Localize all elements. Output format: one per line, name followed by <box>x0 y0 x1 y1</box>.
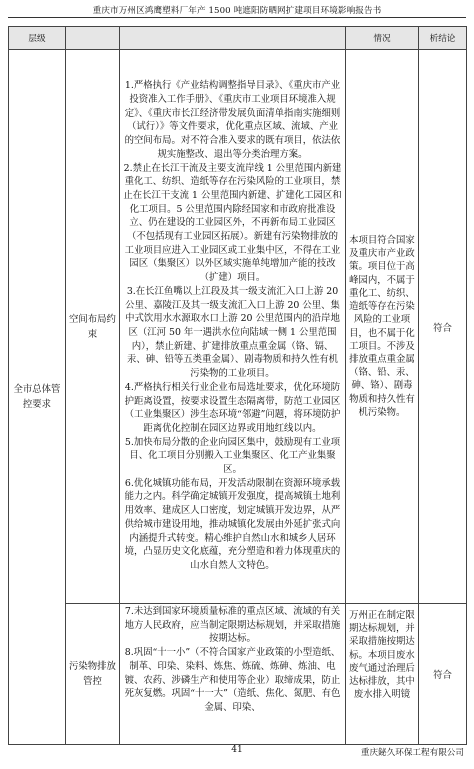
table-header-row <box>9 27 467 50</box>
requirement-item: 6.优化城镇功能布局，开发活动限制在资源环境承载能力之内。科学确定城镇开发强度，提高城镇土地利用效率、建成区人口密度，划定城镇开发边界，从严供给城市建设用地，推动城镇化发展由外延扩张式向内涵提升式转变。精心维护自然山水和城乡人居环境，凸显历史文化底蕴，充分塑造和着力体现重庆的山水自然人文特色。 <box>124 477 341 571</box>
status-cell: 万州正在制定限期达标规划，并采取措施按期达标。本项目废水废气通过治理后达标排放，其中废水排入明镜 <box>346 604 419 745</box>
table-row <box>9 50 467 604</box>
page-number: 41 <box>231 745 243 755</box>
requirement-item: 8.巩固“十一小”（不符合国家产业政策的小型造纸、制革、印染、染料、炼焦、炼硫、炼砷、炼油、电镀、农药、涉磷生产和使用等企业）取缔成果，防止死灰复燃。巩固“十一大”（造纸、焦化、氮肥、有色金属、印染、 <box>124 647 341 713</box>
requirement-item: 2.禁止在长江干流及主要支流岸线 1 公里范围内新建重化工、纺织、造纸等存在污染风险的工业项目，禁止在长江干支流 1 公里范围内新建、扩建化工园区和化工项目。5 公里范围内除经国家和市政府批准设立、仍在建设的工业园区外，不再新布局工业园区（不包括现有工业园区拓展）。新建有污染物排放的工业项目应进入工业园区或工业集中区，不得在工业园区（集聚区）以外区域实施单纯增加产能的技改（扩建）项目。 <box>123 162 342 284</box>
category-cell: 污染物排放管控 <box>66 604 120 745</box>
header-rule <box>8 17 466 18</box>
header-blank-2 <box>120 27 346 50</box>
conclusion-cell: 符合 <box>419 604 467 745</box>
page-header: 重庆市万州区鸿鹰塑料厂年产 1500 吨遮阳防晒网扩建项目环境影响报告书 <box>92 6 382 16</box>
requirement-item: 3.在长江鱼嘴以上江段及其一级支流汇入口上游 20 公里、嘉陵江及其一级支流汇入口上游 20 公里、集中式饮用水水源取水口上游 20 公里范围内的沿岸地区（江河 50 年一遇洪水位向陆域一侧 1 公里范围内），禁止新建、扩建排放重点重金属（铬、镉、汞、砷、铅等五类重金属）、剧毒物质和持久性有机污染物的工业项目。 <box>125 285 340 380</box>
requirements-cell <box>120 50 346 604</box>
header-status: 情况 <box>346 27 419 50</box>
requirements-cell <box>120 604 346 745</box>
category-cell: 空间布局约束 <box>66 50 120 604</box>
requirement-item: 4.严格执行相关行业企业布局选址要求，优化环境防护距离设置，按要求设置生态隔离带，防范工业园区（工业集聚区）涉生态环境“邻避”问题，将环境防护距离优化控制在园区边界或用地红线以内。 <box>124 381 341 434</box>
header-conclusion: 析结论 <box>419 27 467 50</box>
table-row <box>9 604 467 745</box>
compliance-table <box>8 26 467 745</box>
company-name: 重庆鉍久环保工程有限公司 <box>360 748 464 758</box>
level-cell: 全市总体管控要求 <box>9 50 66 745</box>
requirement-item: 5.加快布局分散的企业向园区集中，鼓励现有工业项目、化工项目分别搬入工业集聚区、化工产业集聚区。 <box>124 436 341 476</box>
header-level: 层级 <box>9 27 66 50</box>
requirement-item: 7.未达到国家环境质量标准的重点区域、流域的有关地方人民政府，应当制定限期达标规划，并采取措施按期达标。 <box>124 606 341 645</box>
requirement-item: 1.严格执行《产业结构调整指导目录》、《重庆市产业投资准入工作手册》、《重庆市工业项目环境准入规定》、《重庆市长江经济带发展负面清单指南实施细则（试行）》等文件要求，优化重点区域、流域、产业的空间布局。对不符合准入要求的既有项目，依法依规实施整改、退出等分类治理方案。 <box>124 80 341 160</box>
conclusion-cell: 符合 <box>419 50 467 604</box>
status-cell: 本项目符合国家及重庆市产业政策。项目位于高峰园内，不属于重化工、纺织、造纸等存在污染风险的工业项目，也不属于化工项目。不涉及排放重点重金属（铬、铅、汞、砷、铬）、剧毒物质和持久性有机污染物。 <box>346 50 419 604</box>
header-blank-1 <box>66 27 120 50</box>
